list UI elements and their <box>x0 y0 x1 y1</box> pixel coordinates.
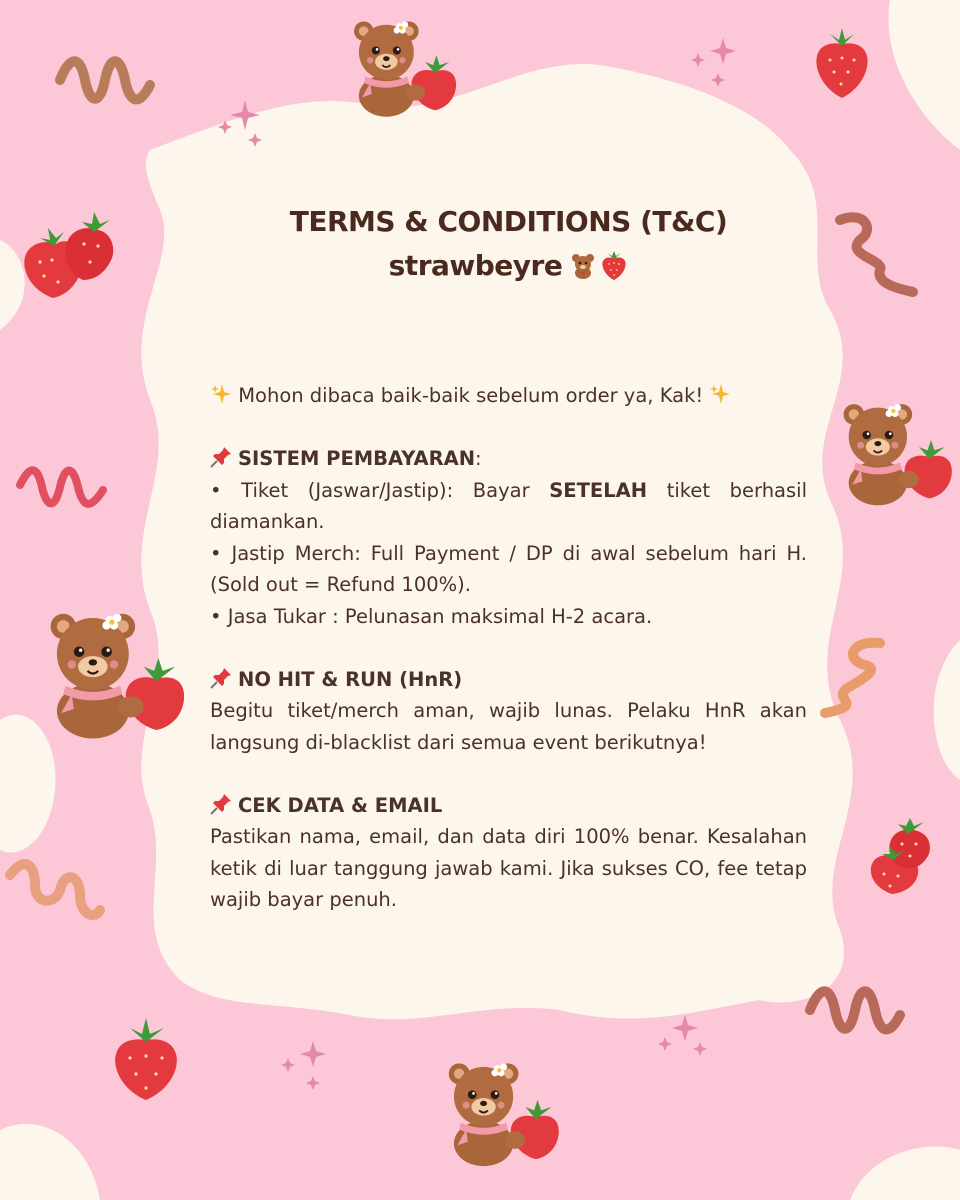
terms-content <box>210 200 807 916</box>
title-line2: strawbeyre <box>388 249 563 282</box>
intro-line <box>210 380 807 412</box>
sparkle-icon <box>655 1012 715 1067</box>
squiggle-icon <box>815 635 890 720</box>
bear-holding-strawberry-icon <box>835 390 955 516</box>
data-email-text: Pastikan nama, email, dan data diri 100% benar. Kesalahan ketik di luar tanggung jawab kami. Jika sukses CO, fee tetap wajib bayar penuh. <box>210 825 807 911</box>
sparkle-icon <box>215 95 275 150</box>
strawberry-icon <box>108 1018 184 1102</box>
sparkle-icon <box>278 1038 338 1093</box>
sparkles-icon <box>709 383 731 405</box>
squiggle-icon <box>805 985 905 1045</box>
strawberry-icon <box>812 28 872 100</box>
bear-holding-strawberry-icon <box>345 15 460 120</box>
terms-body <box>210 380 807 916</box>
squiggle-icon <box>15 465 110 515</box>
payment-item-exchange: • Jasa Tukar : Pelunasan maksimal H-2 acara. <box>210 604 653 628</box>
section-heading-data: CEK DATA & EMAIL <box>210 790 807 822</box>
squiggle-icon <box>835 210 920 300</box>
teddy-bear-icon <box>570 253 596 279</box>
section-heading-hnr: NO HIT & RUN (HnR) <box>210 664 807 696</box>
pushpin-icon <box>210 446 232 468</box>
hnr-text: Begitu tiket/merch aman, wajib lunas. Pelaku HnR akan langsung di-blacklist dari semua event berikutnya! <box>210 699 807 754</box>
strawberry-icon <box>18 210 116 302</box>
squiggle-icon <box>5 855 105 935</box>
payment-item-merch: • Jastip Merch: Full Payment / DP di awal sebelum hari H. (Sold out = Refund 100%). <box>210 541 807 596</box>
bear-holding-strawberry-icon <box>40 605 188 743</box>
section-heading-payment: SISTEM PEMBAYARAN: <box>210 443 807 475</box>
intro-text: Mohon dibaca baik-baik sebelum order ya, Kak! <box>238 384 704 407</box>
squiggle-icon <box>55 45 160 115</box>
bear-holding-strawberry-icon <box>440 1048 562 1178</box>
pushpin-icon <box>210 667 232 689</box>
strawberry-icon <box>862 818 934 896</box>
pushpin-icon <box>210 793 232 815</box>
payment-item-ticket: • Tiket (Jaswar/Jastip): Bayar SETELAH tiket berhasil diamankan. <box>210 478 807 533</box>
sparkle-icon <box>688 35 748 90</box>
sparkles-icon <box>210 383 232 405</box>
title-line1: TERMS & CONDITIONS (T&C) <box>289 205 728 238</box>
strawberry-icon <box>600 251 628 281</box>
page-title <box>210 200 807 288</box>
